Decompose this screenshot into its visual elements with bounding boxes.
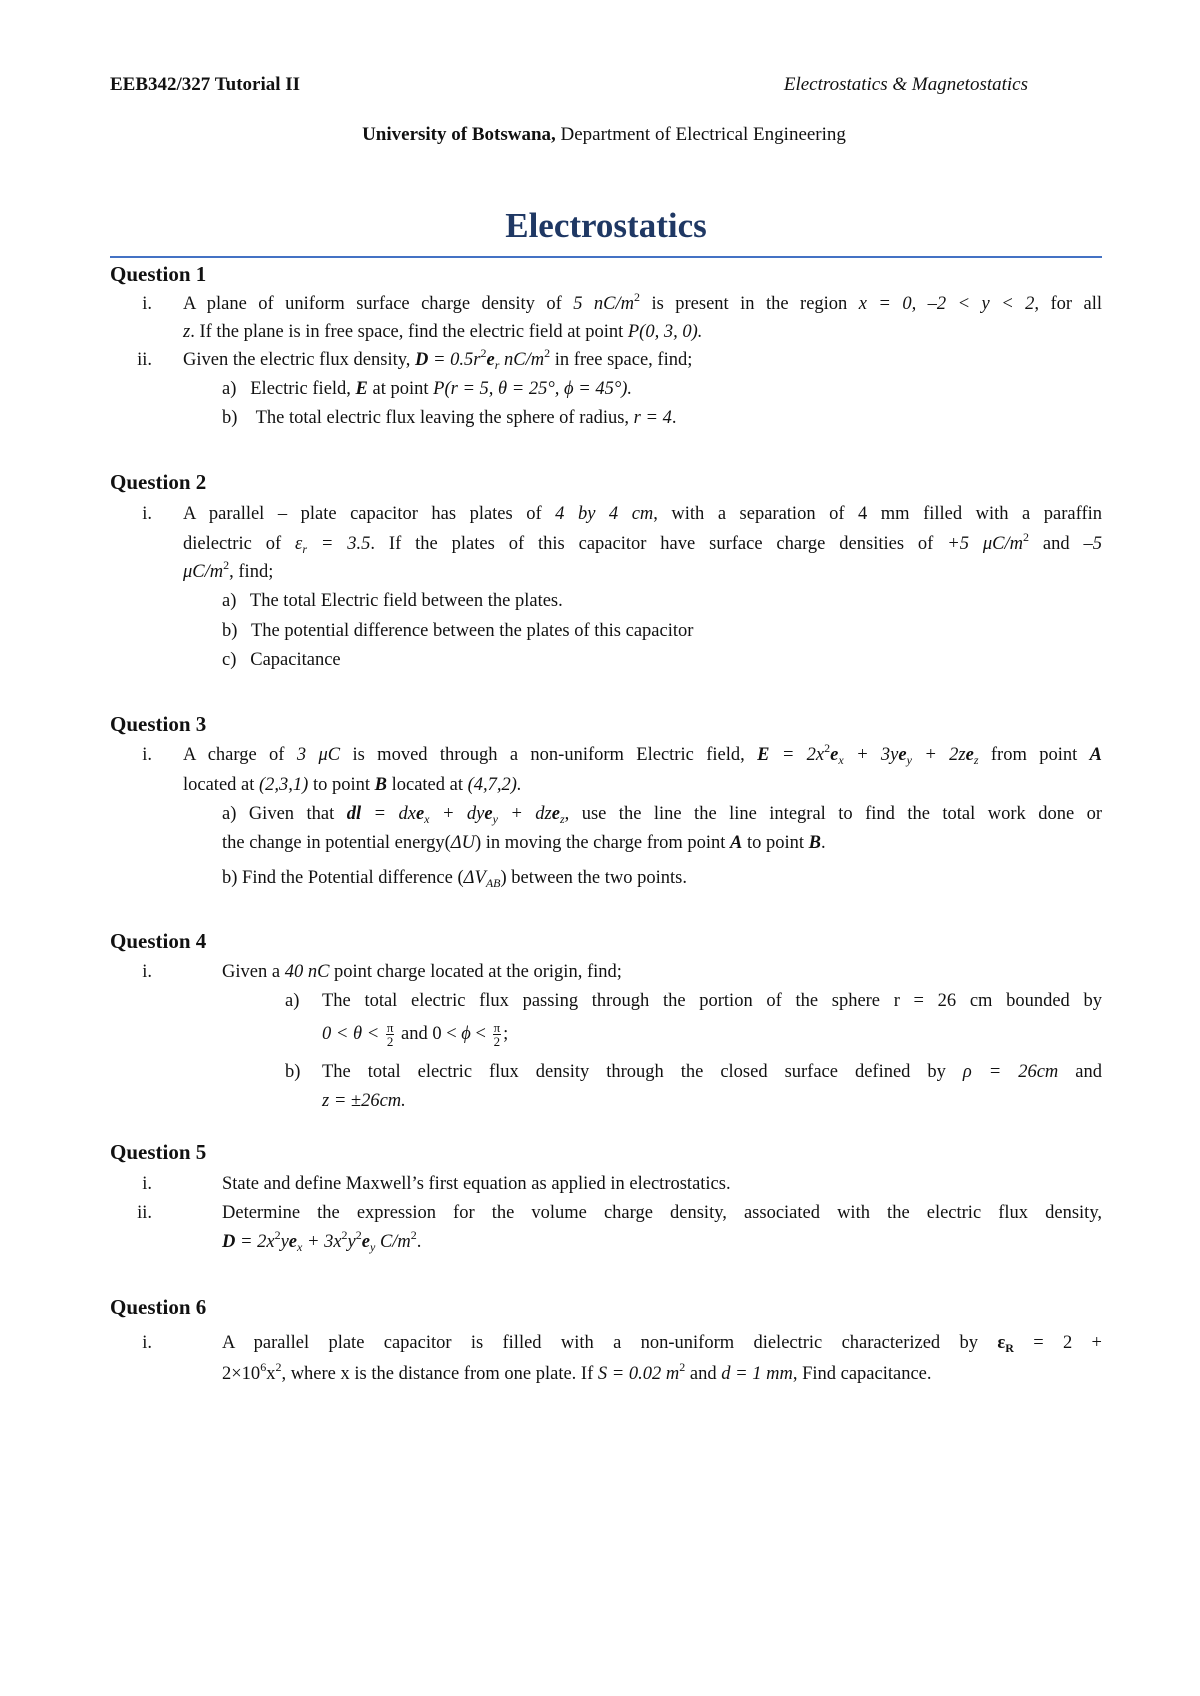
- q3-item-a-line2: the change in potential energy(ΔU) in moving the charge from point A to point B.: [222, 833, 826, 853]
- q1-ii-b-marker: b): [222, 408, 238, 428]
- course-header: EEB342/327 Tutorial II: [110, 74, 301, 95]
- q4-item-a-line1: The total electric flux passing through the portion of the sphere r = 26 cm bounded by: [322, 991, 1102, 1011]
- q4-item-a-line2: 0 < θ < $\frac{\pi}{2}$ and 0 < ϕ < $\frac{\pi}{2}$ ;: [322, 1020, 509, 1050]
- q5-part-i-marker: i.: [142, 1174, 152, 1194]
- question-4-heading: Question 4: [110, 929, 207, 953]
- q4-a-marker: a): [285, 991, 300, 1011]
- q3-part-i-line1: A charge of 3 μC is moved through a non-uniform Electric field, $E = 2x^2e_x + 3ye_y + 2ze_z$ from point A: [183, 741, 1102, 767]
- q1-ii-item-a: a) Electric field, E at point P(r = 5, θ = 25°, ϕ = 45°).: [222, 379, 633, 399]
- department-name: Department of Electrical Engineering: [555, 124, 846, 145]
- q2-a-text: The total Electric field between the plates.: [249, 591, 563, 611]
- q2-part-i-line1: A parallel – plate capacitor has plates of 4 by 4 cm, with a separation of 4 mm filled with a paraffin: [183, 504, 1102, 524]
- q1-part-ii-text: Given the electric flux density, $D = 0.5r^2e_r$ $nC/m^2$ in free space, find;: [183, 346, 693, 372]
- q3-part-i-marker: i.: [142, 745, 152, 765]
- q3-a-marker: a): [222, 804, 237, 824]
- q4-item-b-line2: z = ±26cm.: [322, 1091, 406, 1111]
- q2-b-marker: b): [222, 621, 238, 641]
- q2-item-a: [222, 587, 563, 615]
- question-5-heading: Question 5: [110, 1140, 207, 1164]
- q1-part-i-line2: z. If the plane is in free space, find the electric field at point P(0, 3, 0).: [183, 322, 703, 342]
- q1-ii-a-marker: a): [222, 379, 237, 399]
- university-name: University of Botswana,: [362, 124, 556, 145]
- q2-item-b: [222, 617, 693, 645]
- q6-part-i-line2: $2\times 10^6x^2$, where x is the distance from one plate. If S = 0.02 $m^2$ and d = 1 mm, Find capacitance.: [222, 1360, 932, 1384]
- q4-part-i-marker: i.: [142, 962, 152, 982]
- q2-c-marker: c): [222, 650, 237, 670]
- pi-over-2-fraction: $\frac{\pi}{2}$: [386, 1020, 394, 1050]
- q3-item-a-line1: a) Given that dl = dxe$_x$ + dye$_y$ + dze$_z$, use the line the line integral to find the total work done or: [222, 804, 1103, 826]
- topic-header: Electrostatics & Magnetostatics: [783, 74, 1028, 95]
- page-title: Electrostatics: [505, 206, 707, 245]
- q6-part-i-line1: A parallel plate capacitor is filled with a non-uniform dielectric characterized by $\varepsilon_R = 2$ +: [222, 1333, 1102, 1355]
- q2-item-c: [222, 646, 341, 674]
- institution-line: [0, 124, 1200, 146]
- q4-item-b-line1: The total electric flux density through the closed surface defined by ρ = 26cm and: [322, 1062, 1102, 1082]
- q1-part-i-line1: A plane of uniform surface charge density of 5 $nC/m^2$ is present in the region x = 0, –2 < y < 2, for all: [183, 290, 1102, 314]
- pi-over-2-fraction: $\frac{\pi}{2}$: [493, 1020, 501, 1050]
- q5-part-i-text: State and define Maxwell’s first equation as applied in electrostatics.: [222, 1174, 731, 1194]
- q5-part-ii-line1: Determine the expression for the volume charge density, associated with the electric flux density,: [222, 1203, 1102, 1223]
- q3-b-marker: b): [222, 868, 238, 888]
- q2-part-i-line2: dielectric of $\varepsilon_r = 3.5$. If the plates of this capacitor have surface charge densities of +5 $\mu C/m^2$ and –5: [183, 530, 1103, 556]
- q5-part-ii-line2: $D = 2x^2ye_x + 3x^2y^2e_y$ $C/m^2$.: [222, 1228, 422, 1254]
- question-2-heading: Question 2: [110, 470, 207, 494]
- title-underline: [110, 256, 1102, 258]
- q3-item-b: b) Find the Potential difference $(\Delta V_{AB})$ between the two points.: [222, 868, 687, 890]
- q2-part-i-marker: i.: [142, 504, 152, 524]
- question-3-heading: Question 3: [110, 712, 207, 736]
- q6-part-i-marker: i.: [142, 1333, 152, 1353]
- q4-part-i-text: Given a 40 nC point charge located at the origin, find;: [222, 962, 622, 982]
- q1-part-i-marker: i.: [142, 294, 152, 314]
- question-1-heading: Question 1: [110, 262, 207, 286]
- q1-ii-item-b: b) The total electric flux leaving the sphere of radius, r = 4.: [222, 408, 677, 428]
- q2-c-text: Capacitance: [250, 650, 341, 670]
- q2-part-i-line3: $\mu C/m^2$, find;: [183, 558, 274, 582]
- question-6-heading: Question 6: [110, 1295, 207, 1319]
- q5-part-ii-marker: ii.: [137, 1203, 152, 1223]
- q2-a-marker: a): [222, 591, 237, 611]
- q1-part-ii-marker: ii.: [137, 350, 152, 370]
- q3-part-i-line2: located at (2,3,1) to point B located at (4,7,2).: [183, 775, 522, 795]
- q2-b-text: The potential difference between the plates of this capacitor: [250, 621, 694, 641]
- q4-b-marker: b): [285, 1062, 301, 1082]
